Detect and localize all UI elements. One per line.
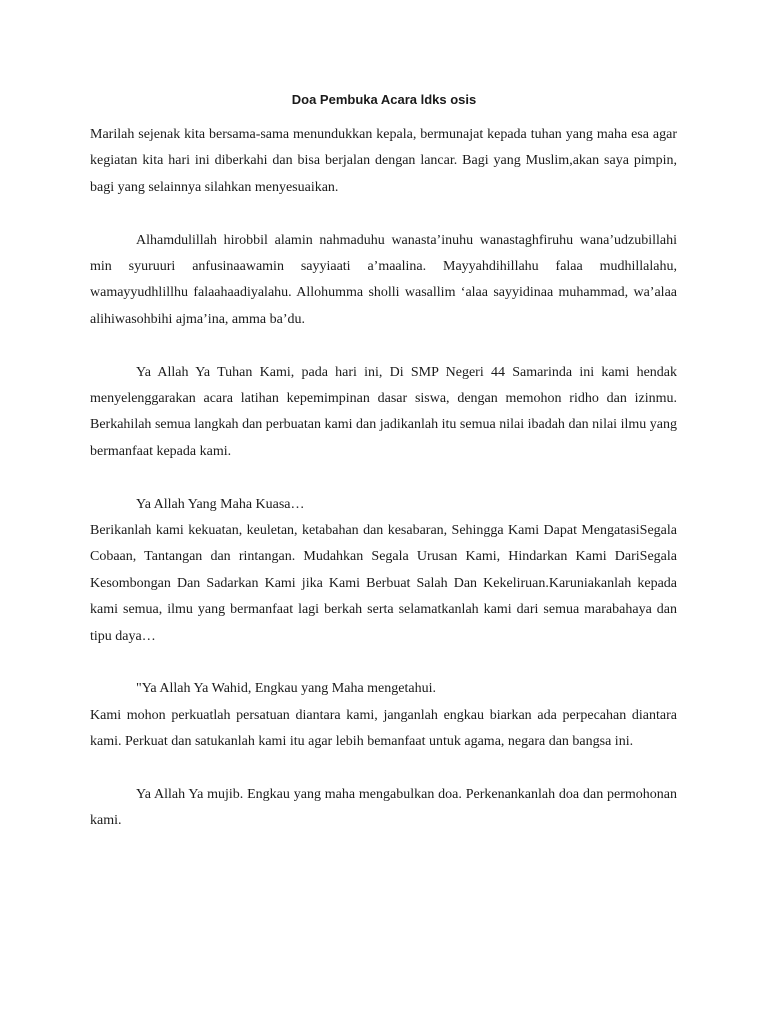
paragraph-opening: Marilah sejenak kita bersama-sama menundukkan kepala, bermunajat kepada tuhan yang maha esa agar kegiatan kita hari ini diberkahi dan bisa berjalan dengan lancar. Bagi yang Muslim,akan saya pimpin, bagi yang selainnya silahkan menyesuaikan. — [90, 127, 677, 195]
paragraph-ya-allah-tuhan-kami: Ya Allah Ya Tuhan Kami, pada hari ini, Di SMP Negeri 44 Samarinda ini kami hendak menyelenggarakan acara latihan kepemimpinan dasar siswa, dengan memohon ridho dan izinmu. Berkahilah semua langkah dan perbuatan kami dan jadikanlah itu semua nilai ibadah dan nilai ilmu yang bermanfaat kepada kami. — [90, 364, 677, 459]
paragraph-persatuan: Kami mohon perkuatlah persatuan diantara kami, janganlah engkau biarkan ada perpecahan diantara kami. Perkuat dan satukanlah kami itu agar lebih bemanfaat untuk agama, negara dan bangsa ini. — [90, 707, 677, 750]
paragraph-berikanlah: Berikanlah kami kekuatan, keuletan, ketabahan dan kesabaran, Sehingga Kami Dapat MengatasiSegala Cobaan, Tantangan dan rintangan. Mudahkan Segala Urusan Kami, Hindarkan Kami DariSegala Kesombongan Dan Sadarkan Kami jika Kami Berbuat Salah Dan Kekeliruan.Karuniakanlah kepada kami semua, ilmu yang bermanfaat lagi berkah serta selamatkanlah kami dari semua marabahaya dan tipu daya… — [90, 523, 677, 644]
paragraph-alhamdulillah: Alhamdulillah hirobbil alamin nahmaduhu wanasta’inuhu wanastaghfiruhu wana’udzubillahi min syuruuri anfusinaawamin sayyiaati a’maalina. Mayyahdihillahu falaa mudhillalahu, wamayyudhlillhu falaahaadiyalahu. Allohumma sholli wasallim ‘alaa sayyidinaa muhammad, wa’alaa alihiwasohbihi ajma’ina, amma ba’du. — [90, 232, 677, 327]
paragraph-ya-wahid-heading: "Ya Allah Ya Wahid, Engkau yang Maha mengetahui. — [136, 681, 436, 697]
document-body — [90, 122, 677, 835]
document-title: Doa Pembuka Acara ldks osis — [291, 92, 477, 107]
paragraph-ya-mujib: Ya Allah Ya mujib. Engkau yang maha mengabulkan doa. Perkenankanlah doa dan permohonan kami. — [90, 787, 677, 829]
paragraph-maha-kuasa-heading: Ya Allah Yang Maha Kuasa… — [136, 496, 305, 512]
